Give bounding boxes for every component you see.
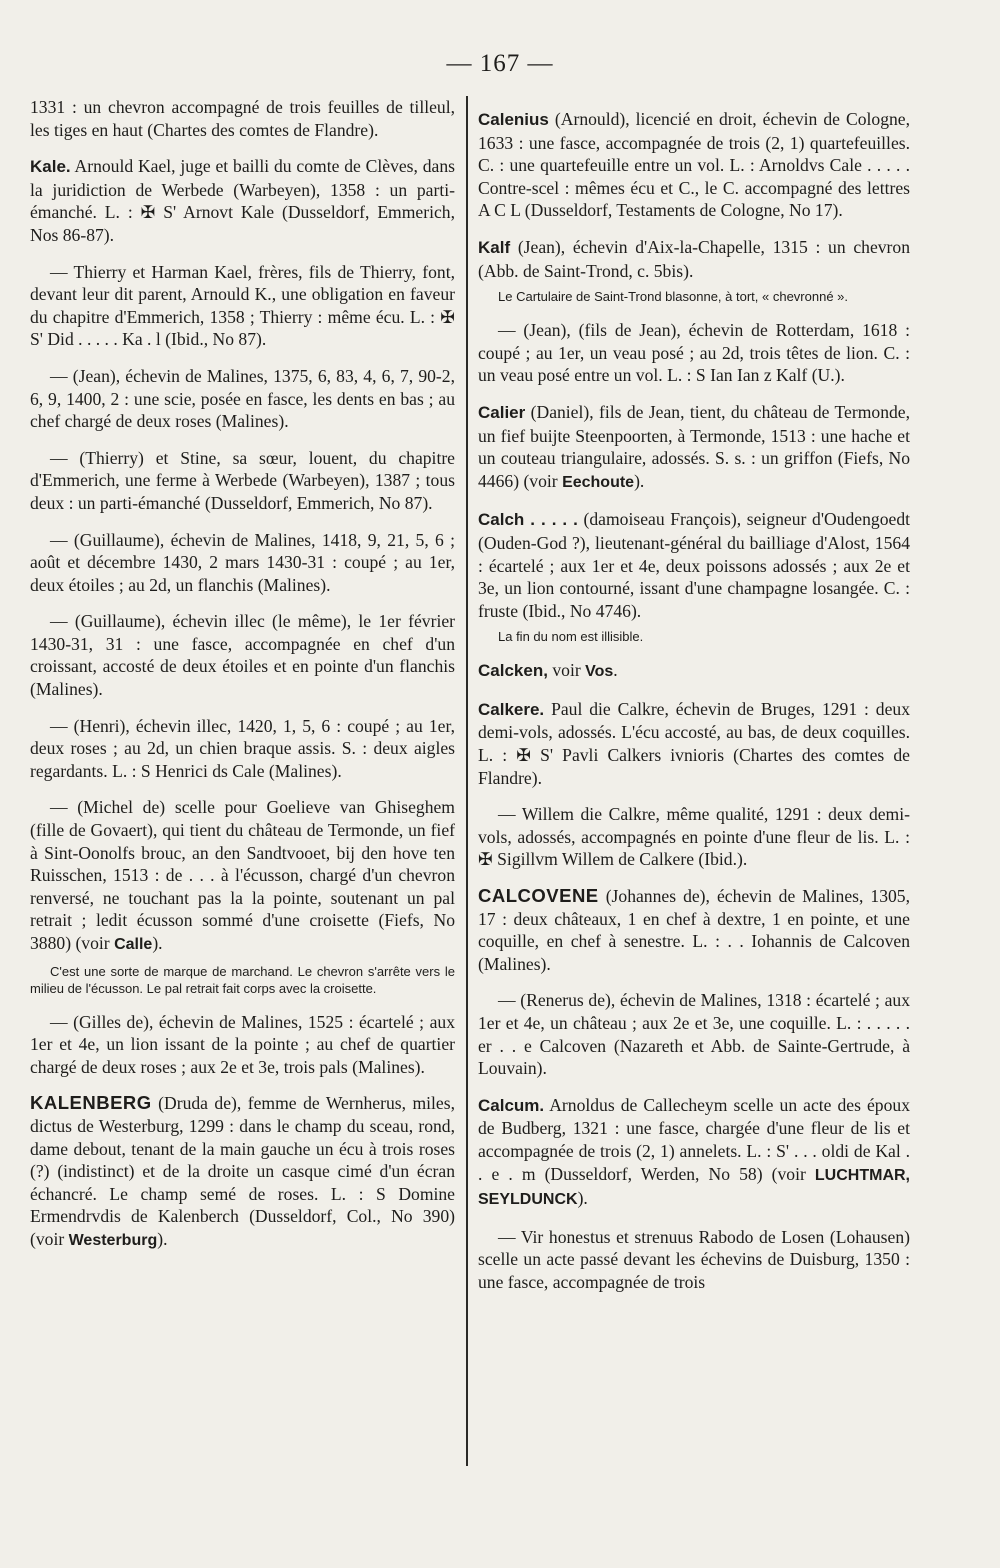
headword: Calkere.: [478, 699, 545, 719]
headword: Calcum.: [478, 1095, 545, 1115]
headword: Calcken,: [478, 661, 548, 681]
cross-reference: Westerburg: [68, 1231, 158, 1249]
cross-reference: Eechoute: [562, 473, 635, 491]
entry-text: — (Guillaume), échevin de Malines, 1418, 9, 21, 5, 6 ; août et décembre 1430, 2 mars 1430-31 : coupé ; au 1er, deux étoiles ; au 2d, un flanchis (Malines).: [30, 529, 455, 595]
left-column: [30, 96, 455, 1267]
entry-calcken: Calcken, voir Vos.: [478, 660, 618, 681]
headword: KALENBERG: [30, 1092, 152, 1114]
page-number: — 167 —: [446, 50, 554, 77]
headword: Kalf: [478, 237, 511, 257]
footnote: La fin du nom est illisible.: [498, 629, 644, 645]
headword: Calenius: [478, 110, 549, 129]
entry-text: — (Guillaume), échevin illec (le même), le 1er février 1430-31, 31 : une fasce, accompagnée en chef d'un croissant, accosté de deux étoiles et en pointe d'un flanchis (Malines).: [30, 611, 455, 700]
entry-text: — (Gilles de), échevin de Malines, 1525 : écartelé ; aux 1er et 4e, un lion issant de la pointe ; au chef de quartier chargé de deux roses ; aux 2e et 3e, trois pals (Malines).: [30, 1011, 455, 1077]
right-column: [478, 108, 910, 1308]
cross-reference: Calle: [114, 936, 153, 953]
headword: Calier: [478, 402, 526, 422]
entry-calenius: Calenius (Arnould), licencié en droit, échevin de Cologne, 1633 : une fasce, accompagnée de trois (2, 1) quartefeuilles. C. : une quartefeuille entre un vol. L. : Arnoldvs Cale . . . . . Contre-scel : mêmes écu et C., le C. accompagné des lettres A C L (Dusseldorf, Testaments de Cologne, No 17).: [478, 109, 911, 221]
headword: Kale.: [30, 157, 71, 177]
entry-calcum: Calcum. Arnoldus de Callecheym scelle un acte des époux de Budberg, 1321 : une fasce, chargée d'une fleur de lis et accompagnée de trois (2, 1) annelets. L. : S' . . . oldi de Kal . . e . m (Dusseldorf, Werden, No 58) (voir LUCHTMAR, SEYLDUNCK).: [478, 1094, 910, 1209]
footnote: Le Cartulaire de Saint-Trond blasonne, à tort, « chevronné ».: [498, 289, 849, 305]
entry-text: 1331 : un chevron accompagné de trois feuilles de tilleul, les tiges en haut (Chartes des comtes de Flandre).: [30, 97, 455, 140]
entry-calch: Calch . . . . . (damoiseau François), seigneur d'Oudengoedt (Ouden-God ?), lieutenant-général du bailliage d'Alost, 1564 : écartelé ; aux 1er et 4e, deux poissons adossés ; aux 2e et 3e, un lion contourné, issant d'une champagne losangée. C. : fruste (Ibid., No 4746).: [478, 509, 911, 621]
entry-calcovene: CALCOVENE (Johannes de), échevin de Malines, 1305, 17 : deux châteaux, 1 en chef à dextre, 1 en pointe, et une coquille, en chef à senestre. L. : . . Iohannis de Calcoven (Malines).: [478, 885, 910, 974]
entry-text: — (Jean), échevin de Malines, 1375, 6, 83, 4, 6, 7, 90-2, 6, 9, 1400, 2 : une scie, posée en fasce, les dents en bas ; au chef chargé de deux roses (Malines).: [30, 365, 455, 432]
entry-text: — (Thierry) et Stine, sa sœur, louent, du chapitre d'Emmerich, une ferme à Werbede (Warbeyen), 1387 ; tous deux : un parti-émanché (Dusseldorf, Emmerich, No 87).: [30, 447, 455, 513]
entry-text: — (Renerus de), échevin de Malines, 1318 : écartelé ; aux 1er et 4e, un château ; aux 2e et 3e, une coquille. L. : . . . . . er . . e Calcoven (Nazareth et Abb. de Sainte-Gertrude, à Louvain).: [478, 990, 910, 1079]
entry-kalenberg: KALENBERG (Druda de), femme de Wernherus, miles, dictus de Westerburg, 1299 : dans le champ du sceau, rond, dame debout, tenant de la main gauche un écu à trois roses (?) (indistinct) et de la droite un casque cimé d'un écran échancré. Le champ semé de roses. L. : S Domine Ermendrvdis de Kalenberch (Dusseldorf, Col., No 390) (voir Westerburg).: [30, 1092, 455, 1249]
entry-text: — (Michel de) scelle pour Goelieve van Ghiseghem (fille de Govaert), qui tient du château de Termonde, un fief à Sint-Oonolfs brouc, an den Sandtvooet, bij den hove ten Ruisschen, 1513 : de . . . à l'écusson, chargé d'un chevron renversé, ne touchant pas la la pointe, soutenant un pal retrait ; ledit écusson sommé d'une croisette (Fiefs, No 3880) (voir Calle).: [30, 797, 455, 953]
entry-kalf: Kalf (Jean), échevin d'Aix-la-Chapelle, 1315 : un chevron (Abb. de Saint-Trond, c. 5bis).: [478, 236, 910, 281]
entry-text: — (Henri), échevin illec, 1420, 1, 5, 6 : coupé ; au 1er, deux roses ; au 2d, un chien braque assis. S. : deux aigles regardants. L. : S Henrici ds Cale (Malines).: [30, 715, 455, 781]
entry-text: — (Jean), (fils de Jean), échevin de Rotterdam, 1618 : coupé ; au 1er, un veau posé ; au 2d, trois têtes de lion. C. : un veau posé entre un vol. L. : S Ian Ian z Kalf (U.).: [478, 320, 910, 386]
headword: CALCOVENE: [478, 885, 599, 907]
entry-kale: Kale. Arnould Kael, juge et bailli du comte de Clèves, dans la juridiction de Werbede (Warbeyen), 1358 : un parti-émanché. L. : ✠ S' Arnovt Kale (Dusseldorf, Emmerich, Nos 86-87).: [30, 156, 455, 245]
entry-text: — Willem die Calkre, même qualité, 1291 : deux demi-vols, adossés, accompagnés en pointe d'une fleur de lis. L. : ✠ Sigillvm Willem de Calkere (Ibid.).: [478, 804, 910, 870]
cross-reference: Vos: [585, 663, 614, 681]
entry-calier: Calier (Daniel), fils de Jean, tient, du château de Termonde, un fief buijte Steenpoorten, à Termonde, 1513 : une hache et un couteau triangulaire, adossés. S. s. : un griffon (Fiefs, No 4466) (voir Eechoute).: [478, 401, 911, 491]
entry-calkere: Calkere. Paul die Calkre, échevin de Bruges, 1291 : deux demi-vols, adossés. L'écu accosté, au bas, de deux coquilles. L. : ✠ S' Pavli Calkers ivnioris (Chartes des comtes de Flandre).: [478, 698, 910, 788]
headword: Calch . . . . .: [478, 510, 578, 530]
footnote: C'est une sorte de marque de marchand. Le chevron s'arrête vers le milieu de l'écusson. Le pal retrait fait corps avec la croisette.: [30, 963, 455, 996]
entry-text: — Vir honestus et strenuus Rabodo de Losen (Lohausen) scelle un acte passé devant les échevins de Duisburg, 1350 : une fasce, accompagnée de trois: [478, 1226, 910, 1292]
cross-reference: LUCHTMAR, SEYLDUNCK: [478, 1166, 910, 1209]
column-divider: [466, 96, 468, 1466]
entry-text: — Thierry et Harman Kael, frères, fils de Thierry, font, devant leur dit parent, Arnould K., une obligation en faveur du chapitre d'Emmerich, 1358 ; Thierry : même écu. L. : ✠ S' Did . . . . . Ka . l (Ibid., No 87).: [30, 261, 455, 350]
